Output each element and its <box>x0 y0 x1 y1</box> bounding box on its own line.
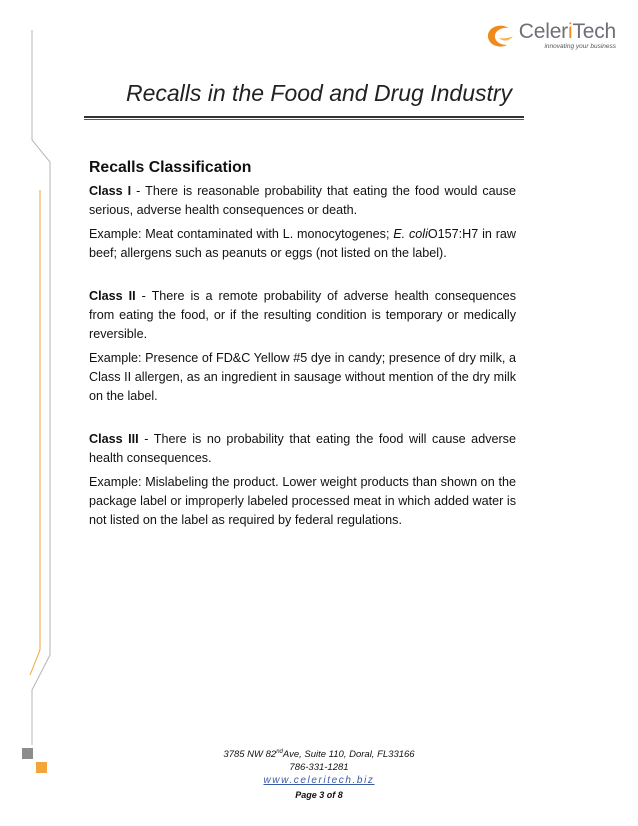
class1-label: Class I <box>89 184 132 198</box>
logo-tagline: innovating your business <box>544 43 616 50</box>
title-rule-thin <box>84 119 524 120</box>
class3-text: - There is no probability that eating the food will cause adverse health consequences. <box>89 432 516 465</box>
class1-example: Example: Meat contaminated with L. monocytogenes; E. coliO157:H7 in raw beef; allergens such as peanuts or eggs (not listed on the label). <box>89 227 516 260</box>
footer-address: 3785 NW 82ndAve, Suite 110, Doral, FL33166 <box>223 749 415 761</box>
main-content <box>89 158 516 535</box>
class3-label: Class III <box>89 432 139 446</box>
page-footer <box>0 746 638 802</box>
logo-name: CeleriTech <box>518 20 616 43</box>
page-border-decoration <box>0 0 60 826</box>
celeritech-logo <box>485 22 616 50</box>
class1-definition <box>89 182 516 220</box>
title-rule <box>84 116 524 118</box>
class2-example: Example: Presence of FD&C Yellow #5 dye in candy; presence of dry milk, a Class II allergen, as an ingredient in sausage without mention of the dry milk on the label. <box>89 351 516 403</box>
page-number: Page 3 of 8 <box>295 790 343 801</box>
document-title: Recalls in the Food and Drug Industry <box>125 80 513 106</box>
class3-definition <box>89 430 516 468</box>
class2-text: - There is a remote probability of adverse health consequences from eating the food, or if the resulting condition is temporary or medically reversible. <box>89 289 516 341</box>
class1-text: - There is reasonable probability that eating the food would cause serious, adverse health consequences or death. <box>89 184 516 217</box>
class3-example: Example: Mislabeling the product. Lower weight products than shown on the package label or improperly labeled processed meat in which added water is not listed on the label as required by federal regulations. <box>89 475 516 527</box>
class2-label: Class II <box>89 289 136 303</box>
footer-website-link[interactable]: www.celeritech.biz <box>263 775 375 787</box>
footer-phone: 786-331-1281 <box>289 762 349 774</box>
section-title: Recalls Classification <box>89 159 252 176</box>
class2-definition <box>89 287 516 344</box>
logo-swoosh-icon <box>485 23 515 49</box>
